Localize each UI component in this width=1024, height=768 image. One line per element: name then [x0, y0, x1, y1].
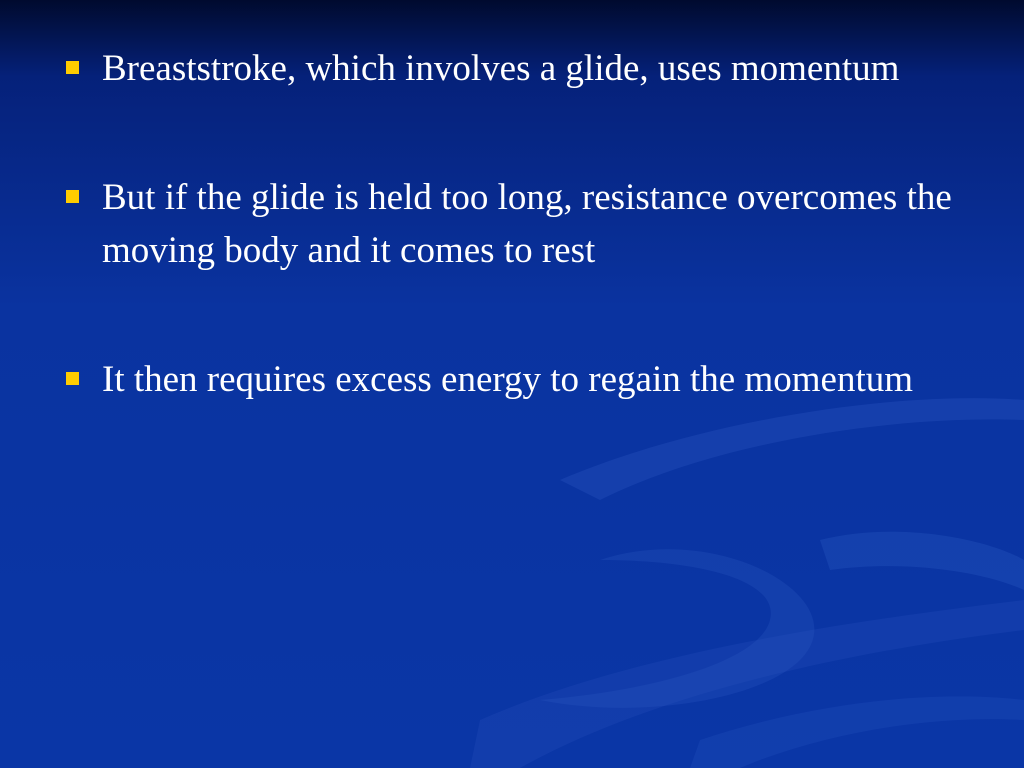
bullet-list — [60, 42, 990, 482]
square-bullet-icon — [66, 372, 79, 385]
bullet-text: It then requires excess energy to regain the momentum — [102, 359, 914, 400]
bullet-item — [60, 42, 990, 95]
bullet-item — [60, 171, 990, 277]
bullet-item — [60, 353, 990, 406]
bullet-text: Breaststroke, which involves a glide, uses momentum — [102, 48, 900, 89]
square-bullet-icon — [66, 190, 79, 203]
bullet-text: But if the glide is held too long, resistance overcomes the moving body and it comes to rest — [102, 177, 952, 271]
square-bullet-icon — [66, 61, 79, 74]
